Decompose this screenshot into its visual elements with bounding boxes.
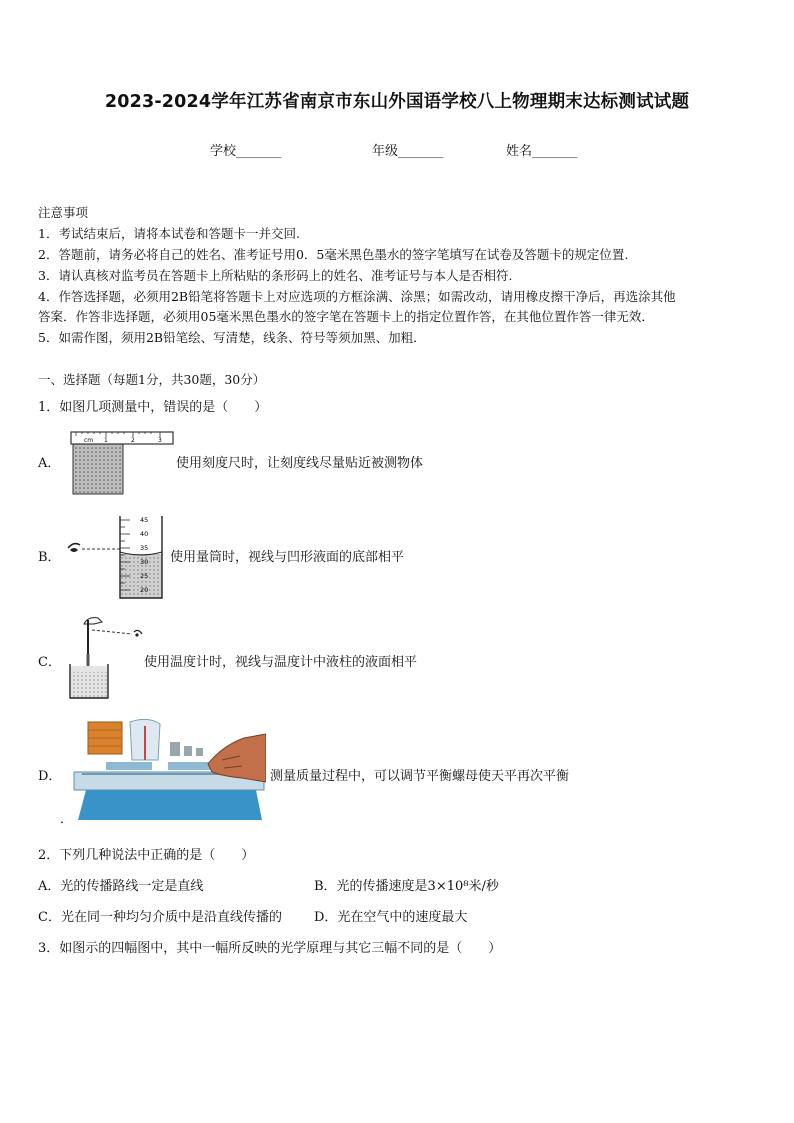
name-field: 姓名_______ [506, 144, 578, 159]
question-1-stem: 1．如图几项测量中，错误的是（ ） [38, 400, 268, 415]
notice-item: 答案．作答非选择题，必须用05毫米黑色墨水的签字笔在答题卡上的指定位置作答，在其他位置作答一律无效． [38, 309, 654, 324]
ruler-tick-label: 3 [158, 437, 162, 444]
thermometer-figure [64, 614, 144, 702]
page-title: 2023-2024学年江苏省南京市东山外国语学校八上物理期末达标测试试题 [104, 92, 690, 112]
graduated-cylinder-figure [64, 512, 170, 600]
eye-icon [68, 544, 80, 552]
cylinder-mark: 20 [140, 586, 149, 594]
option-a-label: A． [38, 456, 61, 471]
eye-icon [134, 630, 142, 636]
cylinder-mark: 30 [140, 558, 149, 566]
q2-option-b: B．光的传播速度是3×10⁸米/秒 [314, 879, 499, 894]
cylinder-mark: 25 [140, 572, 149, 580]
notice-item: 4．作答选择题，必须用2B铅笔将答题卡上对应选项的方框涂满、涂黑；如需改动，请用橡皮擦干净后，再选涂其他 [38, 289, 676, 304]
left-pan [106, 762, 152, 770]
notice-heading: 注意事项 [38, 205, 89, 220]
balance-figure [72, 716, 266, 822]
q2-option-d: D．光在空气中的速度最大 [314, 910, 468, 925]
notice-item: 3．请认真核对监考员在答题卡上所粘贴的条形码上的姓名、准考证号与本人是否相符. [38, 268, 513, 283]
weight [196, 748, 203, 756]
hand-icon [84, 618, 102, 624]
question-3-stem: 3．如图示的四幅图中，其中一幅所反映的光学原理与其它三幅不同的是（ ） [38, 941, 502, 956]
trailing-mark: ． [60, 812, 74, 827]
option-c-text: 使用温度计时，视线与温度计中液柱的液面相平 [144, 655, 418, 670]
notice-item: 2．答题前，请务必将自己的姓名、准考证号用0．5毫米黑色墨水的签字笔填写在试卷及答题卡的规定位置. [38, 247, 629, 262]
section-heading: 一、选择题（每题1分，共30题，30分） [38, 372, 266, 387]
right-pan [168, 762, 214, 770]
notice-item: 5．如需作图，须用2B铅笔绘、写清楚，线条、符号等须加黑、加粗． [38, 330, 426, 345]
cylinder-mark: 45 [140, 516, 149, 524]
balance-base [78, 790, 262, 820]
notice-item: 1．考试结束后，请将本试卷和答题卡一并交回. [38, 226, 300, 241]
weight [184, 746, 192, 756]
option-b-text: 使用量筒时，视线与凹形液面的底部相平 [170, 550, 405, 565]
option-b-label: B． [38, 550, 61, 565]
option-d-label: D． [38, 769, 62, 784]
ruler-unit: cm [84, 437, 94, 444]
option-a-text: 使用刻度尺时，让刻度线尽量贴近被测物体 [176, 456, 424, 471]
option-d-text: 测量质量过程中，可以调节平衡螺母使天平再次平衡 [270, 769, 570, 784]
ruler-measurement-figure [70, 430, 174, 498]
grade-field: 年级_______ [372, 144, 444, 159]
ruler-tick-label: 2 [131, 437, 135, 444]
option-c-label: C． [38, 655, 61, 670]
cylinder-mark: 35 [140, 544, 149, 552]
school-field: 学校_______ [210, 144, 282, 159]
cylinder-mark: 40 [140, 530, 149, 538]
ruler-tick-label: 1 [104, 437, 108, 444]
question-2-stem: 2．下列几种说法中正确的是（ ） [38, 848, 255, 863]
q2-option-a: A．光的传播路线一定是直线 [38, 879, 204, 894]
weight [170, 742, 180, 756]
q2-option-c: C．光在同一种均匀介质中是沿直线传播的 [38, 910, 282, 925]
